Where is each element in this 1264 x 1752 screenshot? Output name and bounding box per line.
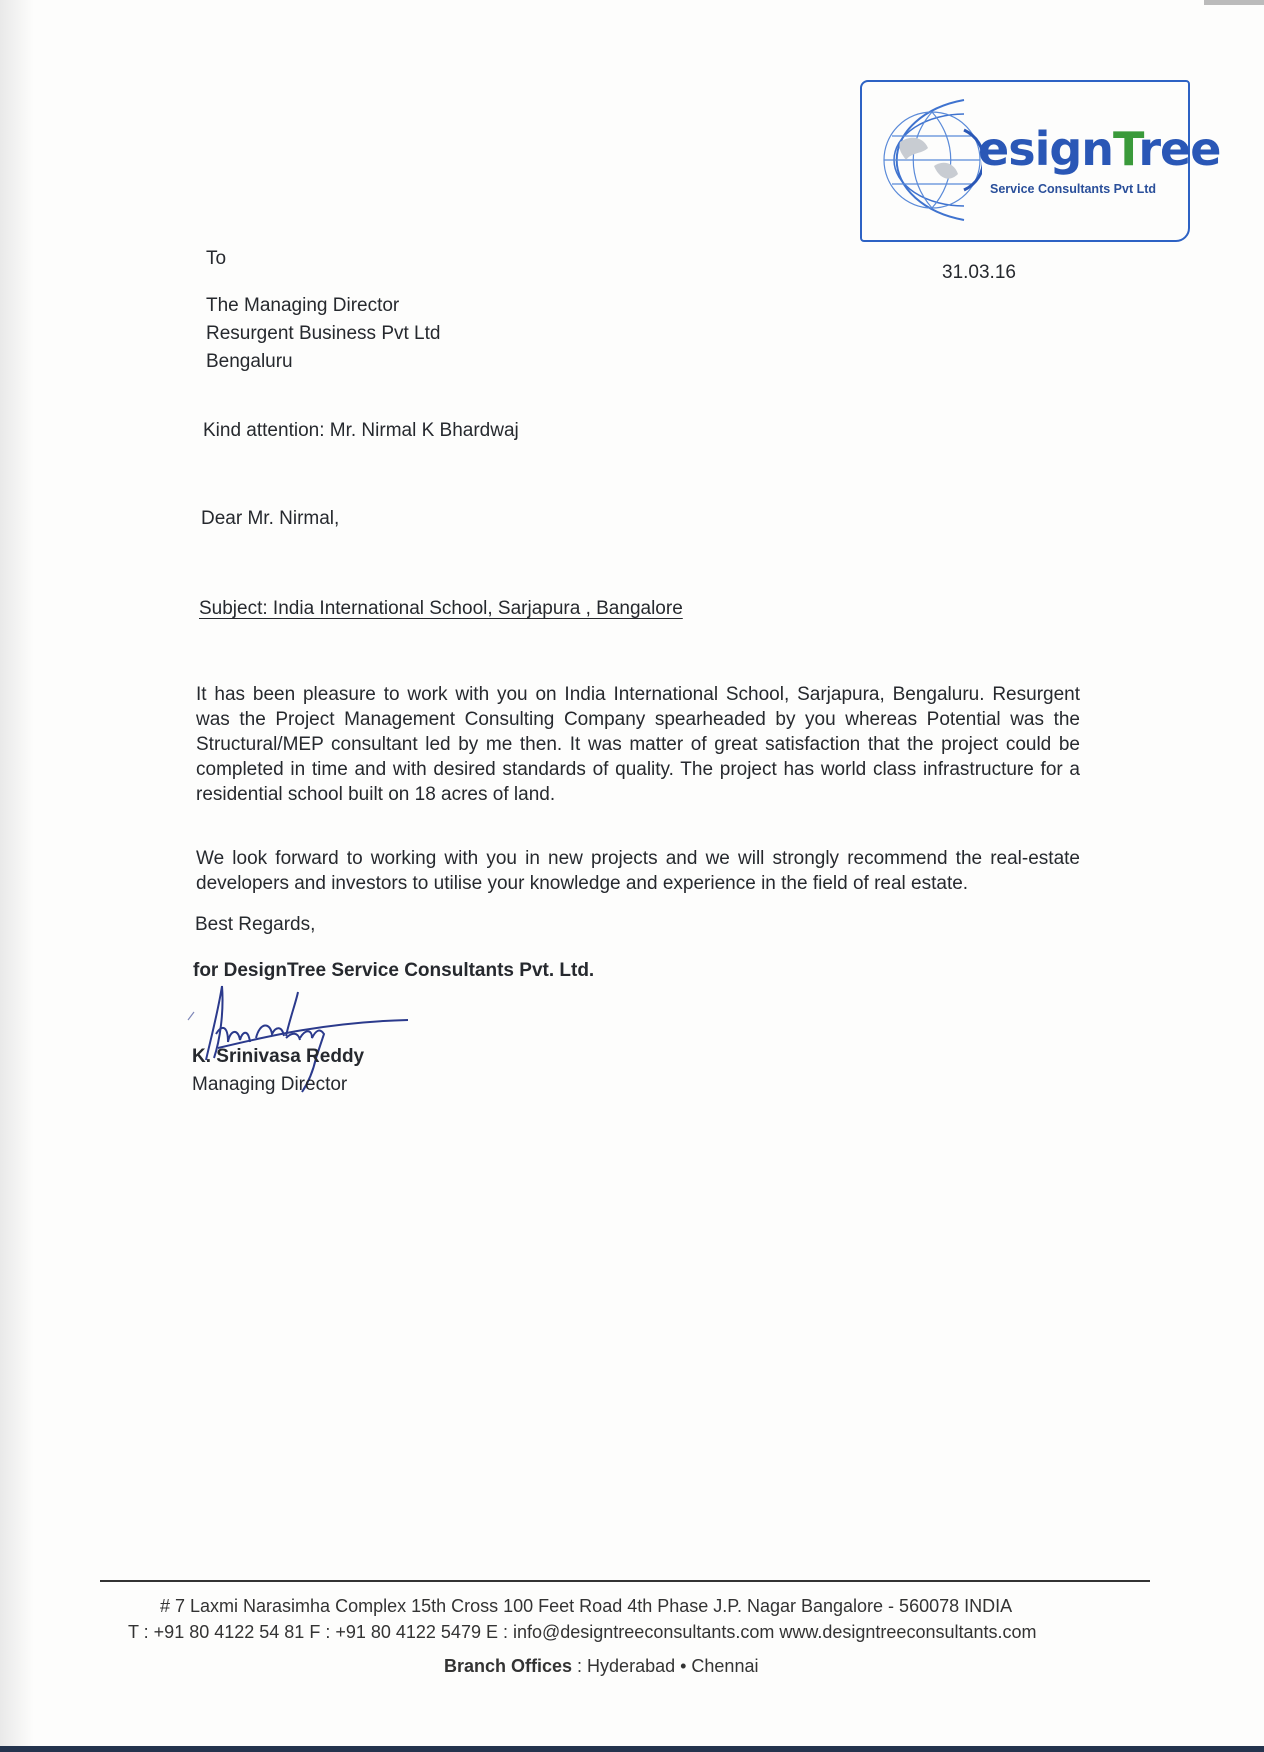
- footer-address: # 7 Laxmi Narasimha Complex 15th Cross 100 Feet Road 4th Phase J.P. Nagar Bangalore - 560078 INDIA: [160, 1596, 1013, 1616]
- recipient-address: [206, 292, 440, 376]
- recipient-line: Resurgent Business Pvt Ltd: [206, 323, 441, 344]
- letter-date: 31.03.16: [942, 262, 1016, 283]
- branch-value: : Hyderabad • Chennai: [572, 1656, 759, 1676]
- subject-line: Subject: India International School, Sarjapura , Bangalore: [199, 598, 683, 619]
- globe-icon: [872, 90, 982, 228]
- recipient-line: The Managing Director: [206, 295, 400, 316]
- scan-edge: [0, 0, 34, 1752]
- branch-label: Branch Offices: [444, 1656, 573, 1676]
- signatory-title: Managing Director: [192, 1074, 348, 1095]
- footer-branches: [444, 1656, 758, 1677]
- recipient-line: Bengaluru: [206, 351, 293, 372]
- scan-edge-top: [1204, 0, 1264, 5]
- kind-attention: Kind attention: Mr. Nirmal K Bhardwaj: [203, 420, 519, 441]
- for-company: for DesignTree Service Consultants Pvt. Ltd.: [193, 960, 595, 981]
- signatory-name: K. Srinivasa Reddy: [192, 1046, 365, 1067]
- footer-divider: [100, 1580, 1150, 1582]
- salutation: Dear Mr. Nirmal,: [201, 508, 340, 529]
- closing: Best Regards,: [195, 914, 316, 935]
- body-paragraph: It has been pleasure to work with you on India International School, Sarjapura, Bengaluru. Resurgent was the Project Management Consulting Company spearheaded by you whereas Potential was the Structural/MEP consultant led by me then. It was matter of great satisfaction that the project could be completed in time and with desired standards of quality. The project has world class infrastructure for a residential school built on 18 acres of land.: [196, 684, 1080, 805]
- to-label: To: [206, 248, 227, 269]
- company-logo: [860, 80, 1221, 242]
- scan-edge-bottom: [0, 1746, 1264, 1752]
- brand-tagline: Service Consultants Pvt Ltd: [990, 182, 1157, 196]
- footer-contact: T : +91 80 4122 54 81 F : +91 80 4122 5479 E : info@designtreeconsultants.com www.designtreeconsultants.com: [128, 1622, 1037, 1642]
- brand-wordmark: esignTree: [978, 122, 1221, 176]
- body-paragraph: We look forward to working with you in new projects and we will strongly recommend the real-estate developers and investors to utilise your knowledge and experience in the field of real estate.: [196, 848, 1080, 894]
